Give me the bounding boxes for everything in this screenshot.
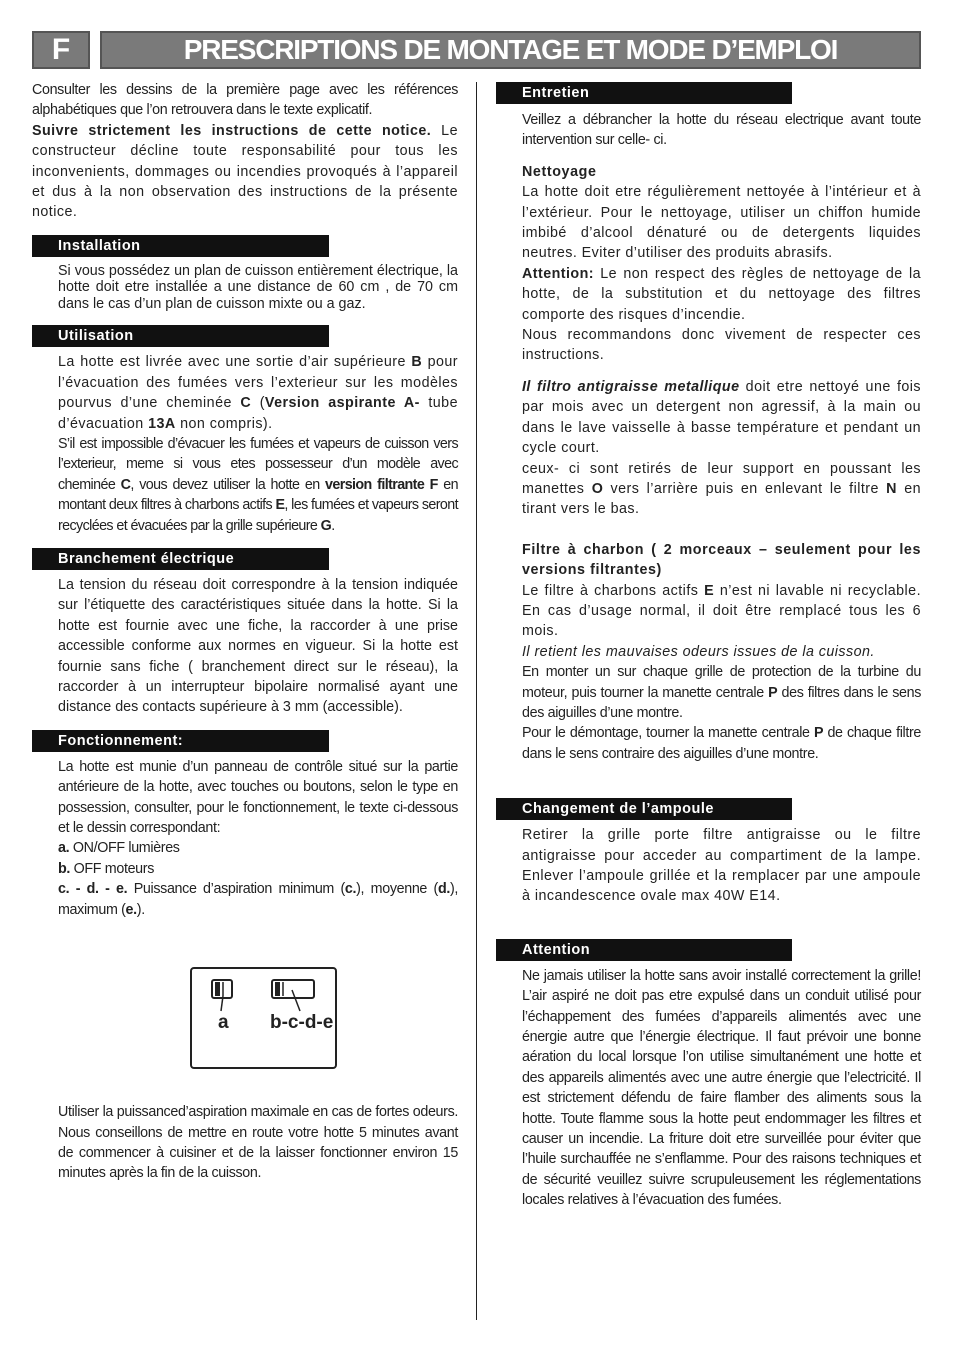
right-column	[496, 82, 921, 1211]
section-heading-attention: Attention	[496, 939, 792, 961]
fonctionnement-conseil: Utiliser la puissanced’aspiration maximale en cas de fortes odeurs. Nous conseillons de mettre en route votre hotte 5 minutes avant de commencer à cuisiner et de la laisser fonctionner environ 15 minutes après la fin de la cuisson.	[58, 1104, 458, 1182]
fonction-cde: c. - d. - e. Puissance d’aspiration minimum (c.), moyenne (d.), maximum (e.).	[58, 881, 458, 918]
left-column	[32, 80, 458, 1184]
fonction-b: b. OFF moteurs	[58, 860, 154, 877]
section-heading-utilisation: Utilisation	[32, 325, 329, 347]
column-divider	[476, 82, 477, 1320]
montage-paragraph: En monter un sur chaque grille de protection de la turbine du moteur, puis tourner la manette centrale P des filtres dans le sens des aiguilles d’une montre.	[522, 664, 921, 721]
installation-text: Si vous possédez un plan de cuisson entièrement électrique, la hotte doit etre installée a une distance de 60 cm , de 70 cm dans le cas d’un plan de cuisson mixte ou a gaz.	[58, 262, 458, 312]
utilisation-body	[32, 352, 458, 536]
filtre-charbon-heading: Filtre à charbon ( 2 morceaux – seulement pour les versions filtrantes)	[522, 541, 921, 579]
demontage-paragraph: Pour le démontage, tourner la manette centrale P de chaque filtre dans le sens contraire des aiguilles d’une montre.	[522, 725, 921, 762]
section-heading-entretien: Entretien	[496, 82, 792, 104]
fonction-a: a. ON/OFF lumières	[58, 840, 180, 857]
intro-text-2: Le constructeur décline toute responsabilité pour tous les inconvenients, dommages ou incendies provoqués à l’appareil et dus à la non observation des instructions de la présente notice.	[32, 122, 458, 221]
filtre-metallique-paragraph: Il filtro antigraisse metallique doit etre nettoyé une fois par mois avec un detergent non agressif, à la main ou dans le lave vaisselle à basse température et pendant un cycle court.	[522, 378, 921, 457]
ampoule-text: Retirer la grille porte filtre antigraisse ou le filtre antigraisse pour acceder au compartiment de la lampe. Enlever l’ampoule grillée et la remplacer par une ampoule à incandescence ovale max 40W E14.	[522, 827, 921, 905]
section-heading-installation: Installation	[32, 235, 329, 257]
section-heading-ampoule: Changement de l’ampoule	[496, 798, 792, 820]
language-badge: F	[32, 31, 90, 69]
panel-label-bcde: b-c-d-e	[270, 1012, 334, 1034]
section-heading-fonctionnement: Fonctionnement:	[32, 730, 329, 752]
attention-text: Ne jamais utiliser la hotte sans avoir installé correctement la grille! L’air aspiré ne doit pas etre expulsé dans un conduit utilisé pour l’échappement des fumées d’appareils alimentés avec une énergie autre que l’énergie électrique. Il faut prévoir une bonne aération du local lorsque l’on utilise simultanément une hotte et des appareils alimentés avec une autre énergie que l’electricité. Il est strictement défendu de faire flamber des aliments sous la hotte. Toute flamme sous la hotte peut endommager les filtres et causer un incendie. La friture doit etre surveillée pour éviter que l’huile surchauffée ne s’enflamme. Pour des raisons techniques et de sécurité veuillez suivre scrupuleusement les réglementations locales relatives à l’évacuation des fumées.	[522, 967, 921, 1209]
utilisation-paragraph-1: La hotte est livrée avec une sortie d’air supérieure B pour l’évacuation des fumées vers l’exterieur sur les modèles pourvus d’une cheminée C (Version aspirante A- tube d’évacuation 13A non compris).	[58, 354, 459, 432]
filtre-charbon-paragraph: Le filtre à charbons actifs E n’est ni lavable ni recyclable. En cas d’usage normal, il doit être remplacé tous les 6 mois. Il retient les mauvaises odeurs issues de la cuisson.	[522, 582, 921, 660]
section-heading-branchement: Branchement électrique	[32, 548, 329, 570]
entretien-body	[496, 110, 921, 764]
intro-text: Consulter les dessins de la première page avec les références alphabétiques que l’on retrouvera dans le texte explicatif.	[32, 82, 458, 119]
branchement-text: La tension du réseau doit correspondre à la tension indiquée sur l’étiquette des caractéristiques située dans la hotte. Si la hotte est fournie avec une fiche, la raccorder à une prise accessible conforme aux normes en vigueur. Si la hotte est fournie sans fiche ( branchement direct sur le réseau), la raccorder à un interrupteur bipolaire normalisé ayant une distance des contacts supérieure à 3 mm (accessible).	[58, 577, 458, 716]
nettoyage-heading: Nettoyage	[522, 163, 597, 180]
attention-paragraph: Attention: Le non respect des règles de nettoyage de la hotte, de la substitution et du nettoyage des filtres comporte des risques d’incendie.	[522, 265, 921, 323]
fonctionnement-text: La hotte est munie d’un panneau de contrôle situé sur la partie antérieure de la hotte, avec touches ou boutons, selon le type en possession, consulter, pour le fonctionnement, le texte ci-dessous et le dessin correspondant:	[58, 758, 458, 837]
intro-bold: Suivre strictement les instructions de cette notice.	[32, 122, 432, 139]
page-title: PRESCRIPTIONS DE MONTAGE ET MODE D’EMPLOI	[100, 31, 921, 69]
entretien-text: Veillez a débrancher la hotte du réseau electrique avant toute intervention sur celle- ci.	[522, 112, 921, 149]
intro-paragraph	[32, 80, 458, 223]
utilisation-paragraph-2: S’il est impossible d’évacuer les fumées et vapeurs de cuisson vers l’exterieur, meme si vous etes possesseur d’un modèle avec cheminée C, vous devez utiliser la hotte en version filtrante F en montant deux filtres à charbons actifs E, les fumées et vapeurs seront recyclées et évacuées par la grille supérieure G.	[58, 435, 459, 534]
control-panel-diagram	[190, 967, 337, 1069]
nettoyage-text: La hotte doit etre régulièrement nettoyée à l’intérieur et à l’extérieur. Pour le nettoyage, utiliser un chiffon humide imbibé d’alcool dénaturé ou de detergents liquides neutres. Eviter d’utiliser des produits abrasifs.	[522, 184, 921, 262]
recommandons-text: Nous recommandons donc vivement de respecter ces instructions.	[522, 327, 921, 364]
filtre-retrait-paragraph: ceux- ci sont retirés de leur support en poussant les manettes O vers l’arrière puis en enlevant le filtre N en tirant vers le bas.	[522, 460, 921, 518]
fonctionnement-body	[32, 757, 458, 920]
panel-label-a: a	[218, 1012, 229, 1034]
